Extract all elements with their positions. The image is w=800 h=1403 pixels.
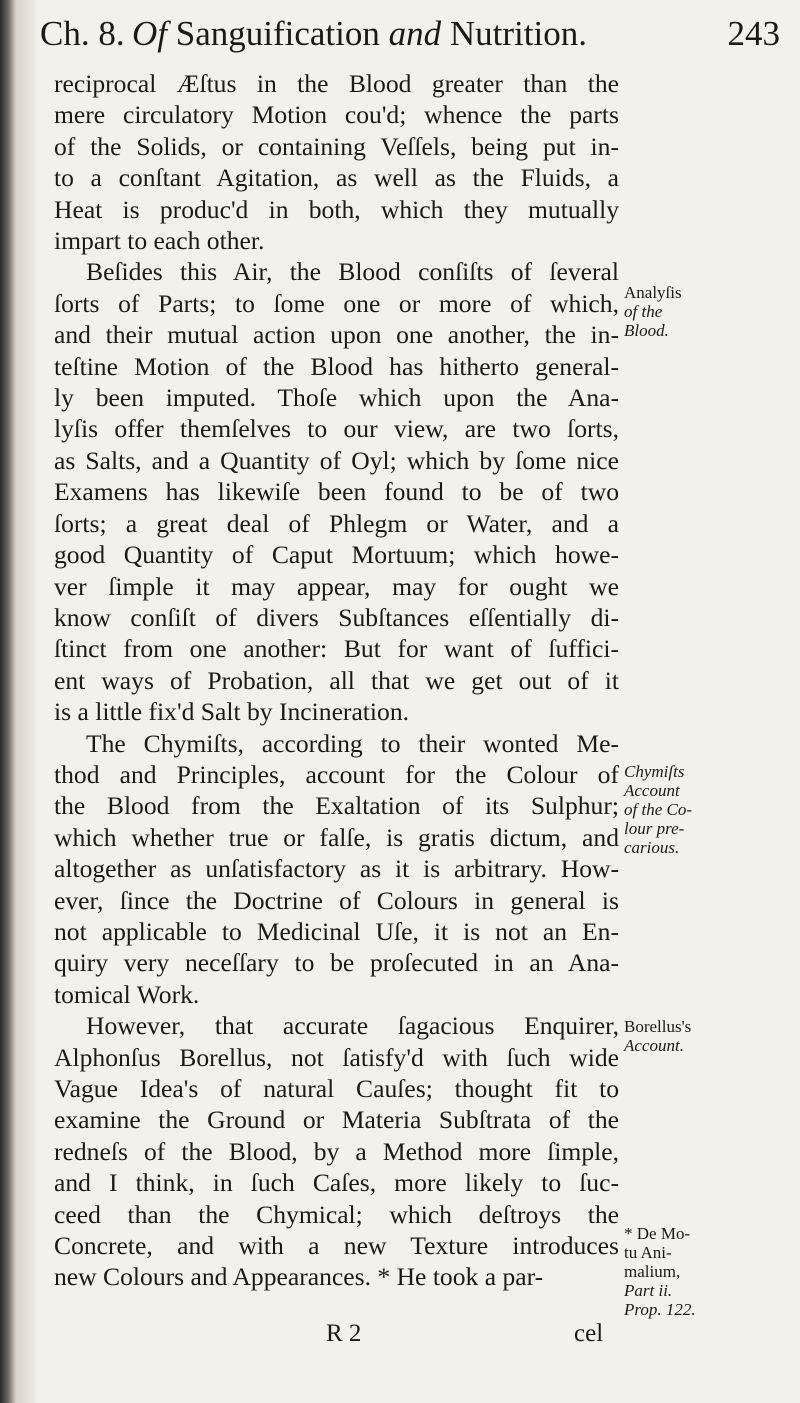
catchword: cel	[574, 1320, 604, 1347]
marginal-note-citation	[624, 1224, 794, 1319]
margin-line: of the	[624, 302, 663, 321]
book-gutter	[0, 0, 36, 1403]
marginal-note-borellus	[624, 1017, 794, 1055]
margin-line: malium,	[624, 1262, 681, 1281]
title-of: Of	[132, 14, 167, 53]
margin-line: Blood.	[624, 321, 669, 340]
text-line: ly been imputed. Thoſe which upon the Ana-	[54, 383, 619, 413]
text-line: and their mutual action upon one another, the in-	[54, 320, 619, 350]
margin-line: Account	[624, 781, 680, 800]
margin-line: carious.	[624, 838, 680, 857]
text-line: which whether true or falſe, is gratis dictum, and	[54, 822, 619, 852]
text-line: Heat is produc'd in both, which they mutually	[54, 194, 619, 224]
text-line: of the Solids, or containing Veſſels, being put in-	[54, 131, 619, 161]
margin-line: Account.	[624, 1036, 684, 1055]
text-line: Examens has likewiſe been found to be of two	[54, 477, 619, 507]
text-line: quiry very neceſſary to be proſecuted in an Ana-	[54, 948, 619, 978]
text-line: tomical Work.	[54, 979, 200, 1009]
text-line: ſtinct from one another: But for want of ſuffici-	[54, 634, 619, 664]
margin-line: tu Ani-	[624, 1243, 672, 1262]
text-line: ſorts of Parts; to ſome one or more of which,	[54, 288, 619, 318]
marginal-note-analysis	[624, 283, 794, 340]
title-end: Nutrition.	[441, 14, 587, 53]
text-line: impart to each other.	[54, 226, 265, 256]
text-line: not applicable to Medicinal Uſe, it is not an En-	[54, 916, 619, 946]
text-line: ſorts; a great deal of Phlegm or Water, and a	[54, 508, 619, 538]
text-line: Alphonſus Borellus, not ſatisfy'd with ſuch wide	[54, 1042, 619, 1072]
text-line: redneſs of the Blood, by a Method more ſimple,	[54, 1136, 619, 1166]
text-line: is a little fix'd Salt by Incineration.	[54, 697, 410, 727]
text-line: mere circulatory Motion cou'd; whence the parts	[54, 100, 619, 130]
marginal-note-chymists	[624, 762, 794, 857]
page-number: 243	[727, 14, 780, 53]
running-title	[132, 14, 587, 54]
text-line: ent ways of Probation, all that we get out of it	[54, 665, 619, 695]
margin-line: Part ii.	[624, 1281, 673, 1300]
text-line: Beſides this Air, the Blood conſiſts of ſeveral	[86, 257, 619, 287]
running-header	[40, 14, 780, 74]
title-main: Sanguification	[167, 14, 389, 53]
text-line: to a conſtant Agitation, as well as the Fluids, a	[54, 163, 619, 193]
margin-line: Chymiſts	[624, 762, 685, 781]
text-line: ever, ſince the Doctrine of Colours in general is	[54, 885, 619, 915]
text-line: examine the Ground or Materia Subſtrata of the	[54, 1105, 619, 1135]
text-line: altogether as unſatisfactory as it is arbitrary. How-	[54, 854, 619, 884]
text-line: ver ſimple it may appear, may for ought we	[54, 571, 619, 601]
text-line: teſtine Motion of the Blood has hitherto general-	[54, 351, 619, 381]
text-line: Concrete, and with a new Texture introduces	[54, 1231, 619, 1261]
signature-mark: R 2	[326, 1320, 362, 1347]
margin-line: Prop. 122.	[624, 1300, 696, 1319]
text-line: and I think, in ſuch Caſes, more likely to ſuc-	[54, 1168, 619, 1198]
margin-line: Borellus's	[624, 1017, 692, 1036]
chapter-label: Ch. 8.	[40, 14, 125, 53]
page-footer	[54, 1320, 782, 1352]
text-line: new Colours and Appearances. * He took a par-	[54, 1262, 544, 1292]
margin-line: * De Mo-	[624, 1224, 691, 1243]
text-line: The Chymiſts, according to their wonted Me-	[86, 728, 619, 758]
text-line: ceed than the Chymical; which deſtroys the	[54, 1199, 619, 1229]
text-line: reciprocal Æſtus in the Blood greater than the	[54, 69, 619, 98]
text-line: know conſiſt of divers Subſtances eſſentially di-	[54, 602, 619, 632]
text-line: the Blood from the Exaltation of its Sulphur;	[54, 791, 619, 821]
text-line: good Quantity of Caput Mortuum; which howe-	[54, 540, 619, 570]
margin-line: of the Co-	[624, 800, 692, 819]
body-text	[54, 68, 619, 1293]
text-line: thod and Principles, account for the Colour of	[54, 759, 619, 789]
margin-line: lour pre-	[624, 819, 685, 838]
text-line: lyſis offer themſelves to our view, are two ſorts,	[54, 414, 619, 444]
text-line: However, that accurate ſagacious Enquirer,	[86, 1011, 619, 1041]
text-line: Vague Idea's of natural Cauſes; thought fit to	[54, 1074, 619, 1103]
margin-line: Analyſis	[624, 283, 682, 302]
text-line: as Salts, and a Quantity of Oyl; which by ſome nice	[54, 445, 619, 475]
title-and: and	[388, 14, 442, 53]
